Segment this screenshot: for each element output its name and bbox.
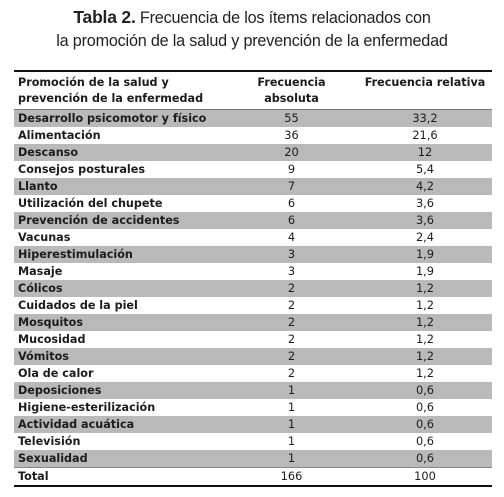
- row-absolute-frequency: 4: [287, 230, 296, 244]
- table-body: [14, 110, 492, 487]
- row-relative-frequency: 1,2: [415, 332, 435, 346]
- table-row: [14, 144, 492, 161]
- row-item-label: Mosquitos: [14, 314, 225, 331]
- table-row: [14, 161, 492, 178]
- row-relative-frequency: 1,9: [358, 246, 492, 263]
- row-absolute-frequency: 2: [287, 298, 296, 312]
- row-absolute-frequency: 1: [225, 382, 358, 399]
- row-item-label: Vómitos: [14, 348, 225, 365]
- row-absolute-frequency: 2: [287, 366, 296, 380]
- row-relative-frequency: 0,6: [358, 450, 492, 468]
- row-item-label: Hiperestimulación: [14, 246, 225, 263]
- table-header-row: [14, 71, 492, 110]
- row-absolute-frequency: 7: [225, 178, 358, 195]
- table-row: [14, 246, 492, 263]
- row-absolute-frequency: 2: [225, 280, 358, 297]
- table-row: [14, 450, 492, 468]
- table-row: [14, 127, 492, 144]
- row-relative-frequency: 1,2: [358, 280, 492, 297]
- row-item-label: Ola de calor: [18, 367, 94, 380]
- total-row: [14, 468, 492, 487]
- total-absolute-frequency: 166: [225, 468, 358, 487]
- row-relative-frequency: 12: [358, 144, 492, 161]
- row-absolute-frequency: 2: [225, 314, 358, 331]
- row-item-label: Higiene-esterilización: [18, 401, 156, 414]
- row-absolute-frequency: 6: [225, 212, 358, 229]
- row-relative-frequency: 2,4: [415, 230, 435, 244]
- row-item-label: Televisión: [18, 435, 81, 448]
- table-row: [14, 280, 492, 297]
- row-absolute-frequency: 20: [225, 144, 358, 161]
- table-row: [14, 399, 492, 416]
- row-absolute-frequency: 3: [287, 264, 296, 278]
- table-row: [14, 263, 492, 280]
- row-item-label: Sexualidad: [14, 450, 225, 468]
- column-header-item: Promoción de la salud y prevención de la enfermedad: [14, 71, 225, 110]
- row-item-label: Utilización del chupete: [18, 197, 163, 210]
- table-row: [14, 229, 492, 246]
- table-row: [14, 348, 492, 365]
- caption-title-part-1: Frecuencia de los ítems relacionados con: [139, 9, 431, 27]
- row-item-label: Masaje: [18, 265, 63, 278]
- row-absolute-frequency: 2: [287, 332, 296, 346]
- row-absolute-frequency: 36: [284, 128, 299, 142]
- row-relative-frequency: 1,2: [358, 348, 492, 365]
- row-relative-frequency: 1,9: [415, 264, 435, 278]
- caption-title-part-2: la promoción de la salud y prevención de la enfermedad: [56, 32, 448, 50]
- table-row: [14, 212, 492, 229]
- row-relative-frequency: 1,2: [415, 298, 435, 312]
- row-item-label: Descanso: [14, 144, 225, 161]
- row-item-label: Deposiciones: [14, 382, 225, 399]
- row-relative-frequency: 1,2: [358, 314, 492, 331]
- row-item-label: Cuidados de la piel: [18, 299, 138, 312]
- row-relative-frequency: 3,6: [358, 212, 492, 229]
- caption-label: Tabla 2.: [73, 7, 136, 27]
- row-relative-frequency: 1,2: [415, 366, 435, 380]
- row-relative-frequency: 21,6: [412, 128, 438, 142]
- table-row: [14, 110, 492, 128]
- row-relative-frequency: 0,6: [415, 434, 435, 448]
- row-relative-frequency: 33,2: [358, 110, 492, 128]
- row-item-label: Consejos posturales: [18, 163, 145, 176]
- row-item-label: Llanto: [14, 178, 225, 195]
- row-absolute-frequency: 6: [287, 196, 296, 210]
- row-absolute-frequency: 55: [225, 110, 358, 128]
- row-item-label: Vacunas: [18, 231, 71, 244]
- row-absolute-frequency: 3: [225, 246, 358, 263]
- row-item-label: Desarrollo psicomotor y físico: [14, 110, 225, 128]
- row-absolute-frequency: 1: [287, 434, 296, 448]
- table-row: [14, 416, 492, 433]
- row-relative-frequency: 0,6: [358, 382, 492, 399]
- table-row: [14, 433, 492, 450]
- column-header-absolute: Frecuencia absoluta: [225, 71, 358, 110]
- row-relative-frequency: 4,2: [358, 178, 492, 195]
- row-item-label: Mucosidad: [18, 333, 86, 346]
- table-row: [14, 314, 492, 331]
- table-row: [14, 297, 492, 314]
- table-row: [14, 382, 492, 399]
- row-absolute-frequency: 1: [225, 416, 358, 433]
- table-caption: [0, 6, 504, 53]
- column-header-relative: Frecuencia relativa: [358, 71, 492, 110]
- row-item-label: Actividad acuática: [14, 416, 225, 433]
- row-relative-frequency: 5,4: [415, 162, 435, 176]
- row-absolute-frequency: 2: [225, 348, 358, 365]
- row-absolute-frequency: 9: [287, 162, 296, 176]
- row-item-label: Alimentación: [18, 129, 101, 142]
- table-row: [14, 195, 492, 212]
- table-row: [14, 178, 492, 195]
- table-row: [14, 331, 492, 348]
- total-relative-frequency: 100: [358, 468, 492, 487]
- row-item-label: Prevención de accidentes: [14, 212, 225, 229]
- table-row: [14, 365, 492, 382]
- row-absolute-frequency: 1: [225, 450, 358, 468]
- row-item-label: Cólicos: [14, 280, 225, 297]
- row-relative-frequency: 0,6: [358, 416, 492, 433]
- total-label: Total: [14, 468, 225, 487]
- caption-line-1: [0, 6, 504, 30]
- row-absolute-frequency: 1: [287, 400, 296, 414]
- frequency-table: [14, 70, 492, 487]
- row-relative-frequency: 3,6: [415, 196, 435, 210]
- row-relative-frequency: 0,6: [415, 400, 435, 414]
